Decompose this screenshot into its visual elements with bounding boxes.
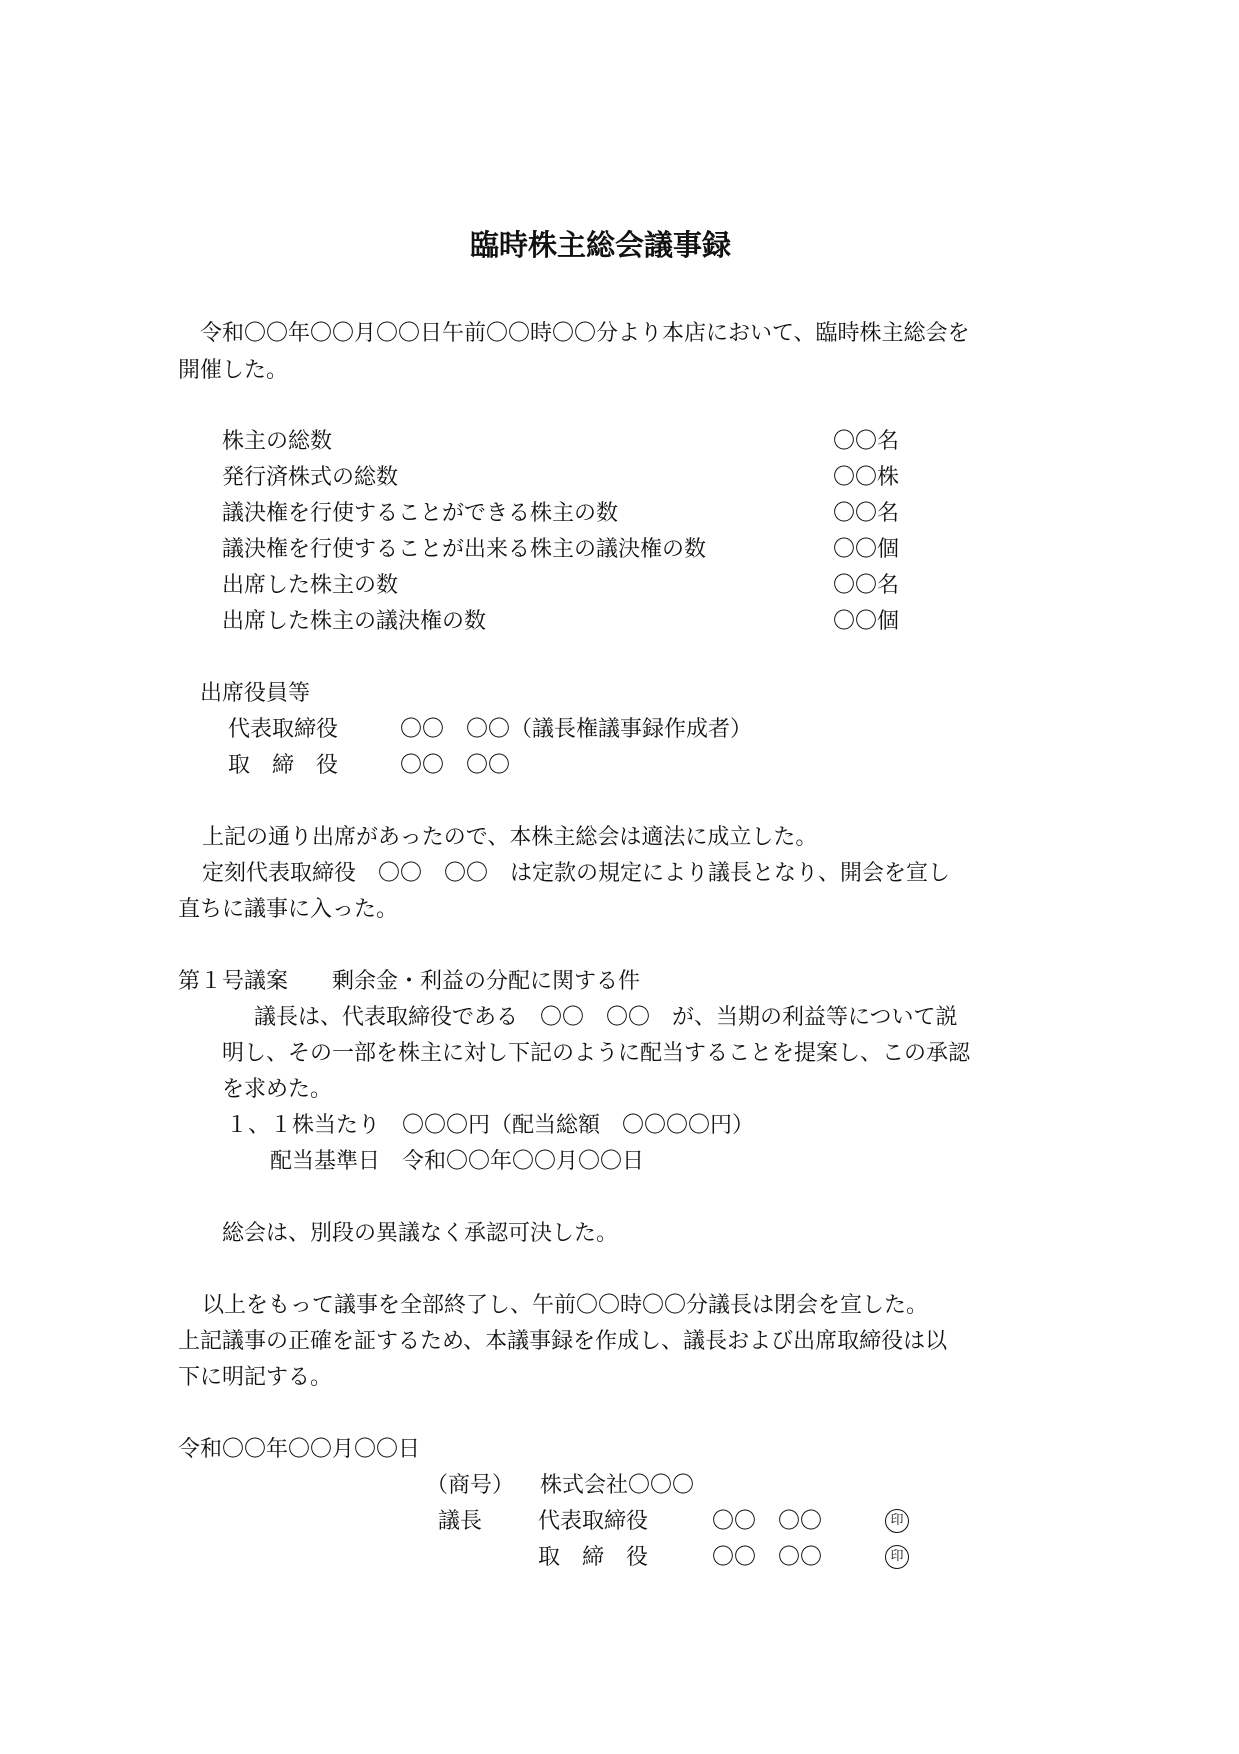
stat-value: 〇〇個: [833, 609, 900, 634]
stat-label: 出席した株主の議決権の数: [222, 609, 487, 634]
company-name: 株式会社〇〇〇: [540, 1473, 695, 1498]
closing-line-1: 以上をもって議事を全部終了し、午前〇〇時〇〇分議長は閉会を宣した。: [202, 1293, 929, 1318]
document-title: 臨時株主総会議事録: [470, 228, 732, 262]
officer-role: 取 締 役: [228, 753, 339, 778]
stat-label: 発行済株式の総数: [222, 465, 399, 490]
company-label: （商号）: [426, 1473, 515, 1498]
stat-label: 株主の総数: [222, 429, 333, 454]
opening-paragraph-line-2: 開催した。: [178, 358, 289, 383]
dividen-amount: １、１株当たり 〇〇〇円（配当総額 〇〇〇〇円）: [226, 1113, 755, 1138]
stat-value: 〇〇個: [833, 537, 900, 562]
chair-label: 議長: [438, 1509, 483, 1534]
quorum-line-2: 定刻代表取締役 〇〇 〇〇 は定款の規定により議長となり、開会を宣し: [202, 861, 951, 886]
agenda-body-line-1: 議長は、代表取締役である 〇〇 〇〇 が、当期の利益等について説: [254, 1005, 958, 1030]
agenda-heading: 第１号議案 剰余金・利益の分配に関する件: [178, 969, 641, 994]
quorum-line-1: 上記の通り出席があったので、本株主総会は適法に成立した。: [202, 825, 818, 850]
agenda-body-line-3: を求めた。: [222, 1077, 333, 1102]
officer-role: 代表取締役: [228, 717, 339, 742]
signatory-role: 取 締 役: [538, 1545, 649, 1570]
closing-line-3: 下に明記する。: [178, 1365, 333, 1390]
stat-value: 〇〇名: [833, 429, 900, 454]
seal-mark-icon: 印: [885, 1545, 909, 1569]
officers-heading: 出席役員等: [200, 681, 311, 706]
stat-value: 〇〇名: [833, 573, 900, 598]
resolution-text: 総会は、別段の異議なく承認可決した。: [222, 1221, 619, 1246]
stat-label: 議決権を行使することができる株主の数: [222, 501, 619, 526]
signatory-name: 〇〇 〇〇: [712, 1509, 823, 1534]
stat-label: 出席した株主の数: [222, 573, 399, 598]
agenda-body-line-2: 明し、その一部を株主に対し下記のように配当することを提案し、この承認: [222, 1041, 971, 1066]
quorum-line-3: 直ちに議事に入った。: [178, 897, 399, 922]
officer-name: 〇〇 〇〇: [400, 753, 511, 778]
dividend-record-date: 配当基準日 令和〇〇年〇〇月〇〇日: [270, 1149, 645, 1174]
officer-name: 〇〇 〇〇（議長権議事録作成者）: [400, 717, 753, 742]
closing-line-2: 上記議事の正確を証するため、本議事録を作成し、議長および出席取締役は以: [178, 1329, 948, 1354]
signatory-role: 代表取締役: [538, 1509, 649, 1534]
stat-label: 議決権を行使することが出来る株主の議決権の数: [222, 537, 707, 562]
stat-value: 〇〇名: [833, 501, 900, 526]
stat-value: 〇〇株: [833, 465, 900, 490]
opening-paragraph-line-1: 令和〇〇年〇〇月〇〇日午前〇〇時〇〇分より本店において、臨時株主総会を: [200, 321, 970, 346]
signature-date: 令和〇〇年〇〇月〇〇日: [178, 1437, 421, 1462]
signatory-name: 〇〇 〇〇: [712, 1545, 823, 1570]
seal-mark-icon: 印: [885, 1509, 909, 1533]
